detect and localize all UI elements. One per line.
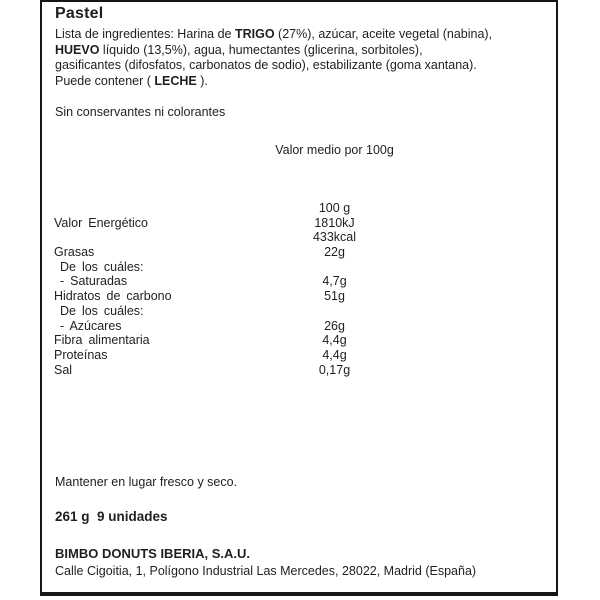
ingredient-text: Puede contener ( [55,73,155,88]
nutrition-row [54,216,548,231]
company-address: Calle Cigoitia, 1, Polígono Industrial Las Mercedes, 28022, Madrid (España) [55,564,477,578]
nutrition-row [54,245,548,260]
allergen-text: TRIGO [234,27,275,41]
storage-instructions: Mantener en lugar fresco y seco. [55,475,238,489]
nutrient-label: De los cuáles: [60,259,144,274]
nutrient-value: 26g [324,318,345,333]
nutrition-row [54,319,548,334]
nutrition-table-title: Valor medio por 100g [275,143,394,157]
ingredients-line [55,58,548,74]
allergen-text: LECHE [154,73,197,88]
product-title: Pastel [55,5,104,22]
nutrition-row [54,274,548,289]
ingredients-line [55,27,548,43]
nutrition-column-header-row [54,201,548,216]
ingredient-text: Lista de ingredientes: Harina de [55,27,235,41]
nutrition-row [54,230,548,245]
nutrient-label: - Saturadas [60,274,128,289]
ingredient-text: líquido (13,5%), agua, humectantes (glicerina, sorbitoles), [99,42,423,57]
nutrition-row [54,348,548,363]
ingredient-text: ). [196,73,208,88]
nutrition-row [54,304,548,319]
nutrient-label: Proteínas [54,347,108,362]
nutrient-value: 51g [324,289,345,304]
nutrient-label: Sal [54,362,73,377]
nutrition-row [54,289,548,304]
allergen-text: HUEVO [55,42,100,57]
ingredient-text: gasificantes (difosfatos, carbonatos de sodio), estabilizante (goma xantana). [55,58,477,73]
company-name: BIMBO DONUTS IBERIA, S.A.U. [55,546,251,561]
nutrient-label: Fibra alimentaria [54,333,150,348]
nutrition-column-header: 100 g [318,201,351,215]
nutrient-value: 0,17g [318,362,351,377]
ingredients-paragraph [55,27,548,89]
nutrition-table [54,201,548,377]
ingredients-line [55,43,548,59]
nutrition-row [54,363,548,378]
nutrient-value: 4,4g [322,333,347,348]
nutrition-row [54,260,548,275]
nutrient-value: 433kcal [312,230,357,245]
ingredient-text: (27%), azúcar, aceite vegetal (nabina), [274,27,493,41]
nutrient-label: Valor Energético [54,215,148,230]
nutrient-label: Grasas [54,245,95,260]
label-box [40,0,558,596]
nutrient-value: 22g [324,245,345,260]
nutrient-label: Hidratos de carbono [54,289,172,304]
nutrition-row [54,333,548,348]
nutrient-label: - Azúcares [60,318,122,333]
nutrient-value: 1810kJ [314,215,355,230]
net-weight: 261 g 9 unidades [55,509,168,524]
claims-text: Sin conservantes ni colorantes [55,105,226,119]
ingredients-line [55,74,548,90]
nutrient-value: 4,4g [322,347,347,362]
nutrient-value: 4,7g [322,274,347,289]
nutrient-label: De los cuáles: [60,303,144,318]
